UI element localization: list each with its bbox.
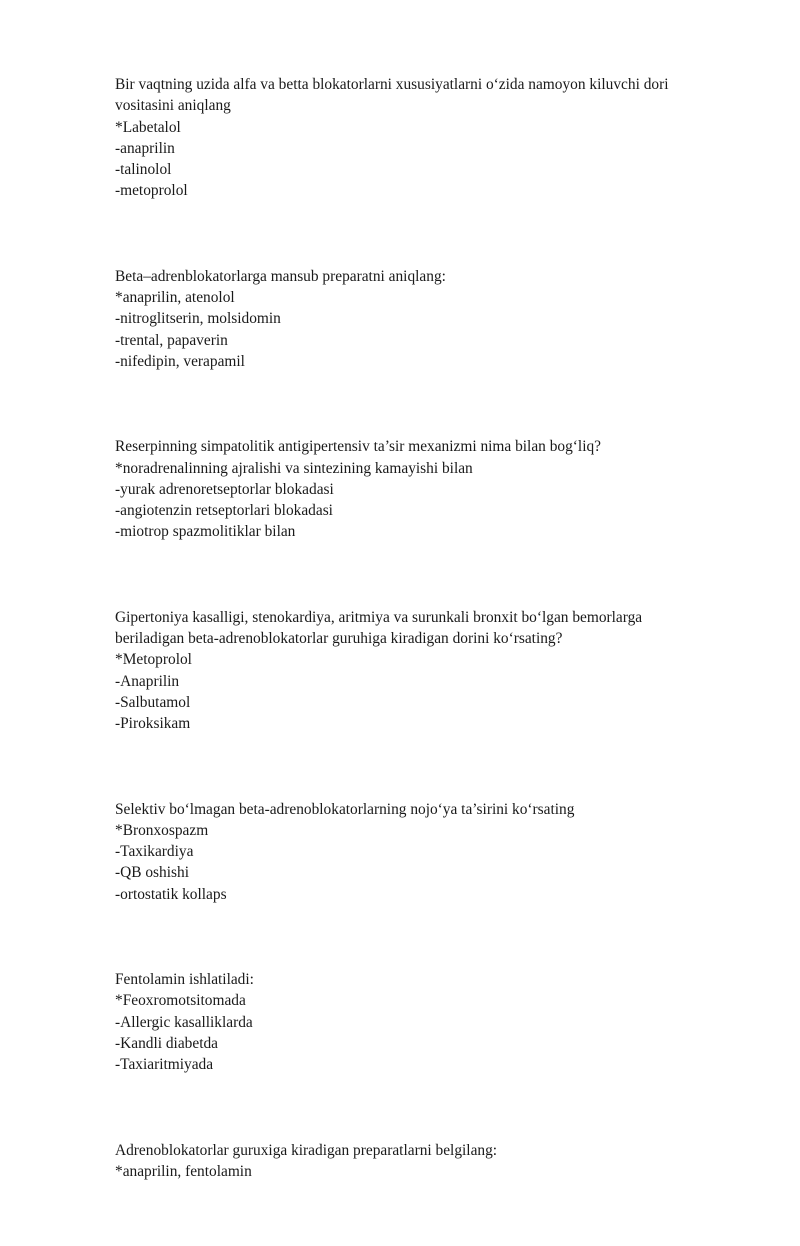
answer-option: -metoprolol xyxy=(115,182,188,200)
option-list xyxy=(115,649,715,734)
answer-option: -Kandli diabetda xyxy=(115,1034,218,1052)
question-text: Reserpinning simpatolitik antigipertensiv ta’sir mexanizmi nima bilan bog‘liq? xyxy=(115,438,601,456)
question-4 xyxy=(115,607,715,735)
question-6 xyxy=(115,969,715,1075)
answer-option: -ortostatik kollaps xyxy=(115,885,227,903)
answer-option: *Feoxromotsitomada xyxy=(115,992,246,1010)
answer-option: -QB oshishi xyxy=(115,864,189,882)
answer-option: -Taxikardiya xyxy=(115,843,194,861)
answer-option: -Salbutamol xyxy=(115,693,191,711)
answer-option: *Labetalol xyxy=(115,118,181,136)
answer-option: -talinolol xyxy=(115,161,172,179)
question-text: Beta–adrenblokatorlarga mansub preparatni aniqlang: xyxy=(115,267,446,285)
answer-option: -Piroksikam xyxy=(115,715,191,733)
question-3 xyxy=(115,436,715,542)
option-list xyxy=(115,458,715,543)
question-list xyxy=(115,74,715,1246)
option-list xyxy=(115,820,715,905)
answer-option: -miotrop spazmolitiklar bilan xyxy=(115,523,296,541)
answer-option: *anaprilin, atenolol xyxy=(115,289,235,307)
answer-option: -nifedipin, verapamil xyxy=(115,352,245,370)
answer-option: -yurak adrenoretseptorlar blokadasi xyxy=(115,480,334,498)
answer-option: -anaprilin xyxy=(115,139,175,157)
option-list xyxy=(115,117,715,202)
answer-option: -trental, papaverin xyxy=(115,331,228,349)
option-list xyxy=(115,990,715,1075)
answer-option: *Bronxospazm xyxy=(115,821,209,839)
answer-option: *anaprilin, fentolamin xyxy=(115,1162,252,1180)
answer-option: *Metoprolol xyxy=(115,651,192,669)
question-text: Fentolamin ishlatiladi: xyxy=(115,971,254,989)
question-text: Bir vaqtning uzida alfa va betta blokatorlarni xususiyatlarni o‘zida namoyon kiluvchi dori vositasini aniqlang xyxy=(115,76,669,115)
answer-option: -Allergic kasalliklarda xyxy=(115,1013,253,1031)
option-list xyxy=(115,1161,715,1182)
answer-option: -Taxiaritmiyada xyxy=(115,1056,214,1074)
answer-option: -nitroglitserin, molsidomin xyxy=(115,310,281,328)
answer-option: -angiotenzin retseptorlari blokadasi xyxy=(115,502,333,520)
option-list xyxy=(115,287,715,372)
question-2 xyxy=(115,266,715,372)
question-text: Adrenoblokatorlar guruxiga kiradigan preparatlarni belgilang: xyxy=(115,1141,498,1159)
answer-option: *noradrenalinning ajralishi va sintezining kamayishi bilan xyxy=(115,459,473,477)
answer-option: -Anaprilin xyxy=(115,672,180,690)
question-text: Gipertoniya kasalligi, stenokardiya, aritmiya va surunkali bronxit bo‘lgan bemorlarga beriladigan beta-adrenoblokatorlar guruhiga kiradigan dorini ko‘rsating? xyxy=(115,608,643,648)
question-text: Selektiv bo‘lmagan beta-adrenoblokatorlarning nojo‘ya ta’sirini ko‘rsating xyxy=(115,800,575,818)
question-7 xyxy=(115,1140,715,1183)
question-5 xyxy=(115,799,715,905)
question-1 xyxy=(115,74,715,202)
